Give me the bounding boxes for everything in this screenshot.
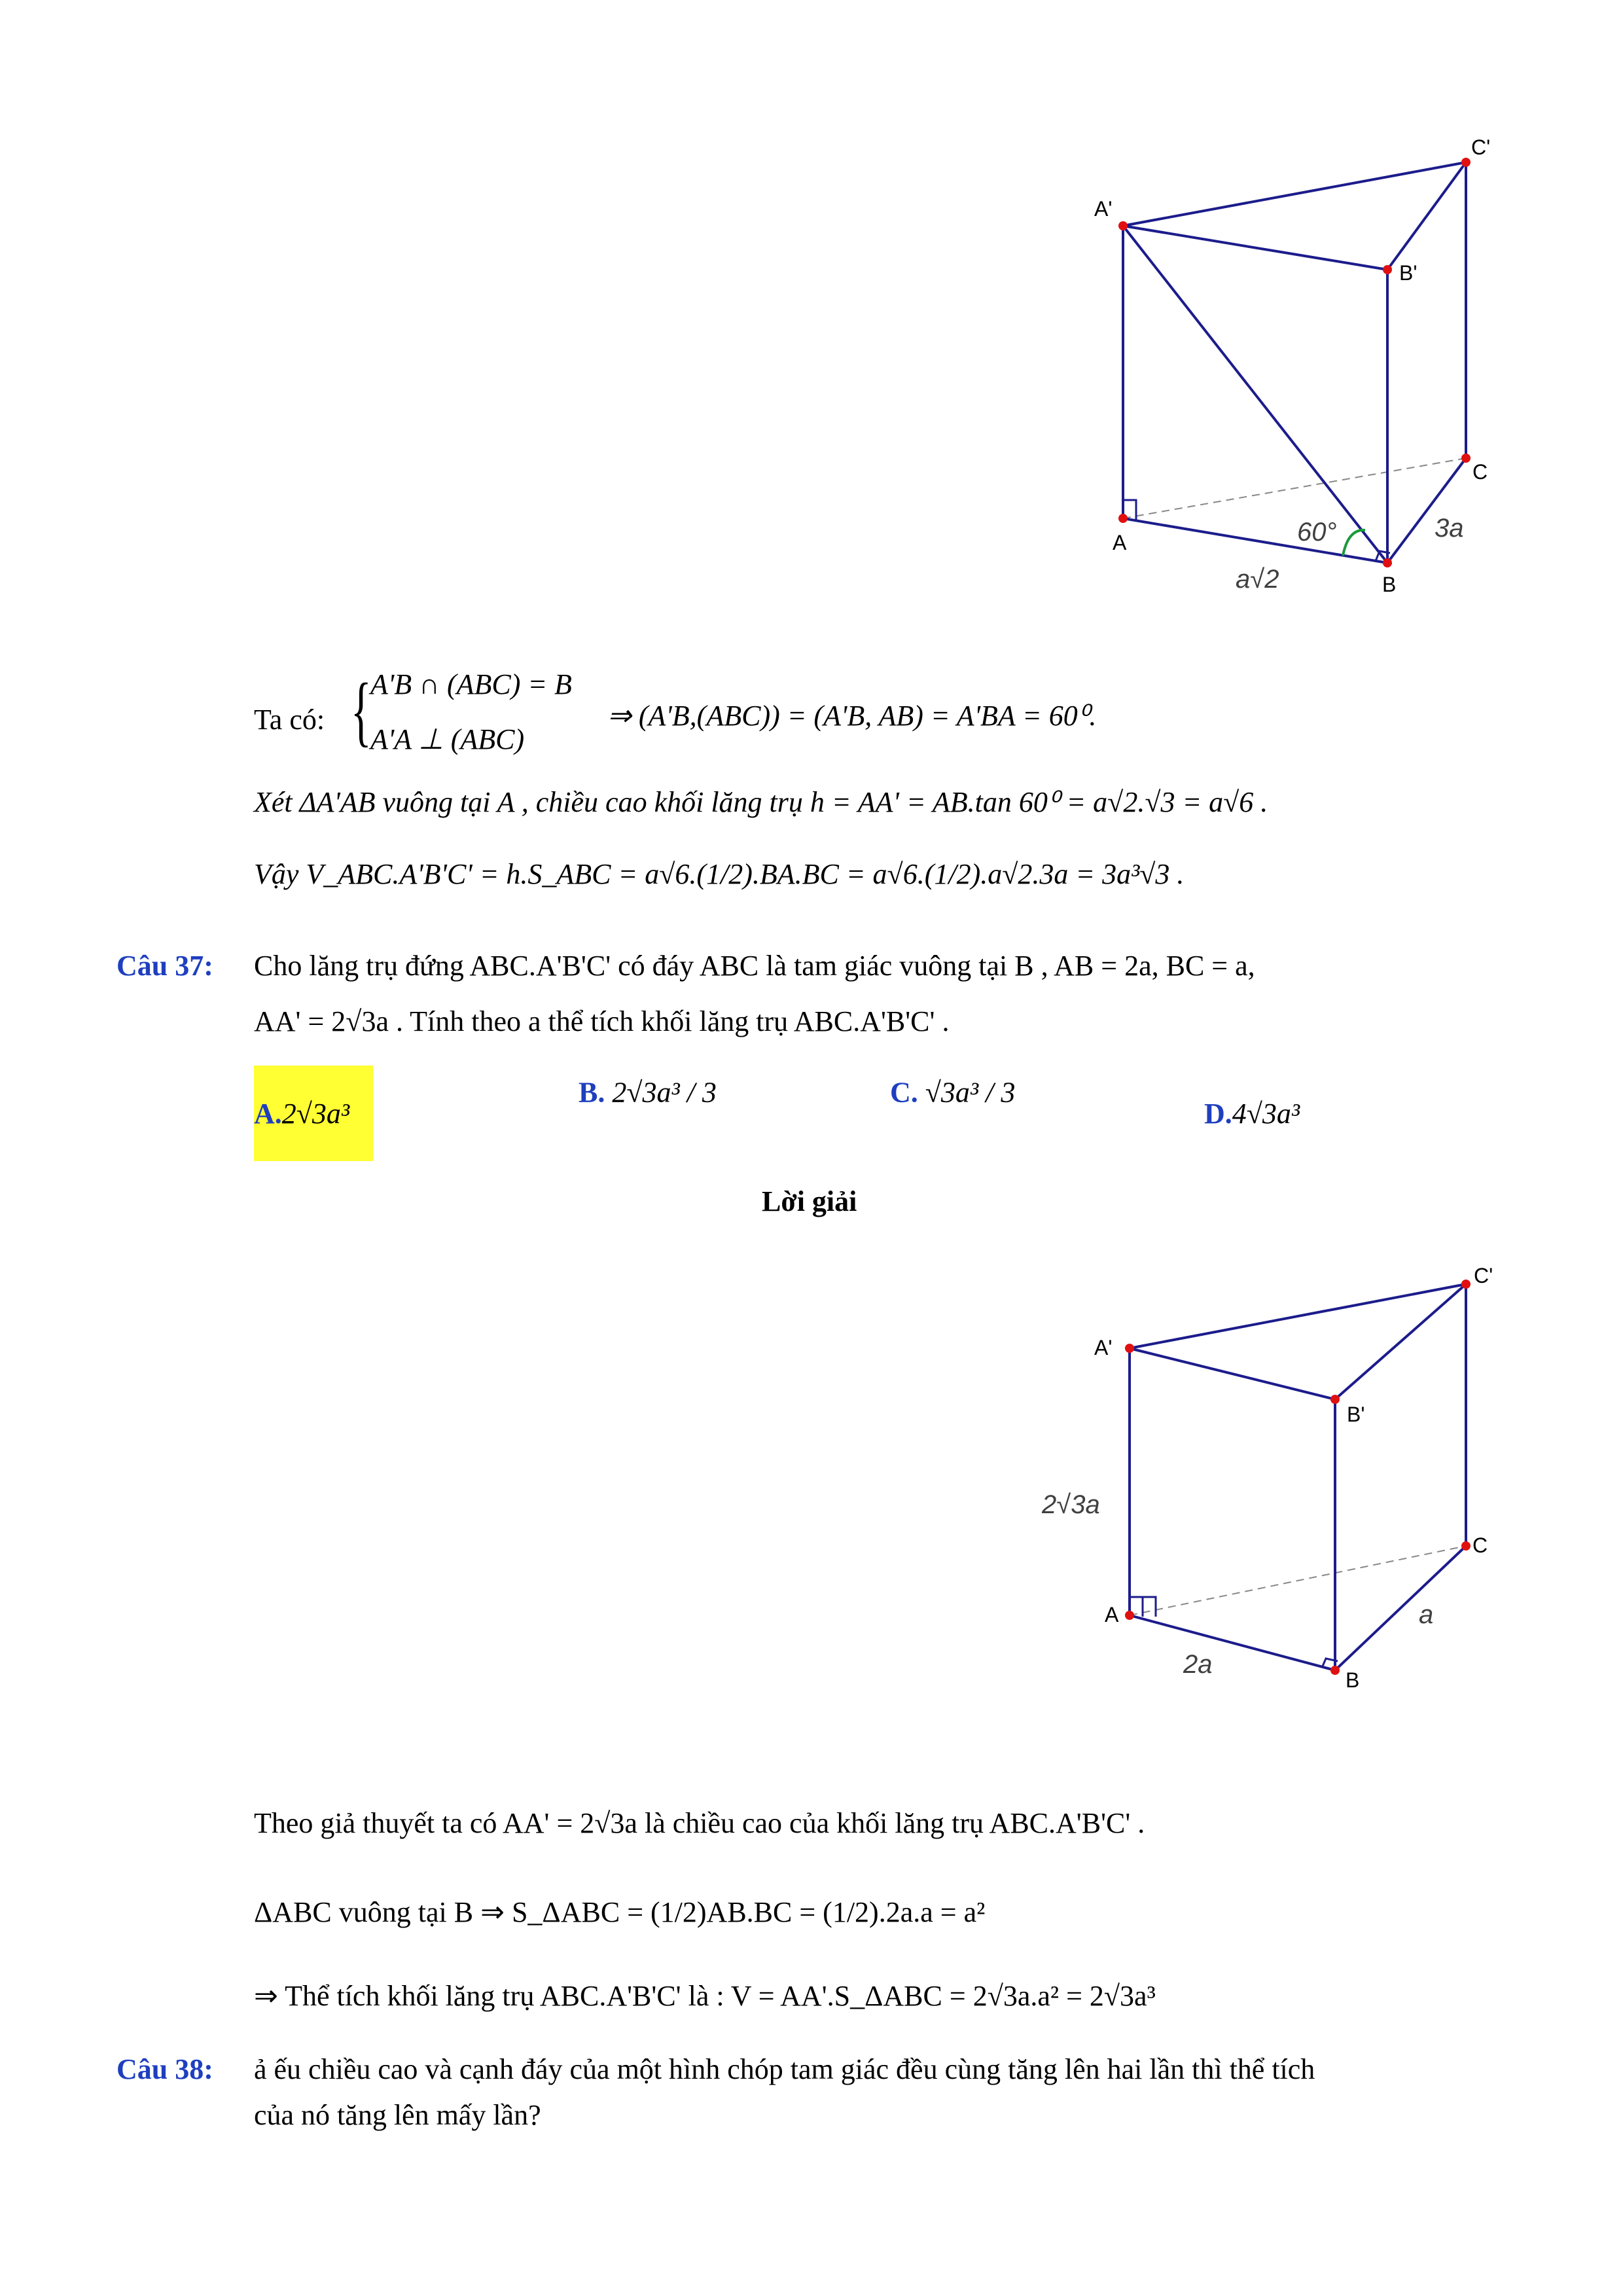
option-a-label: A. xyxy=(254,1098,282,1130)
q38-label: Câu 38: xyxy=(116,2053,213,2085)
label-c1: C' xyxy=(1471,135,1491,159)
angle-arc-60 xyxy=(1343,530,1365,556)
label-side-ab: a√2 xyxy=(1236,565,1279,594)
option-d-value: 4√3a³ xyxy=(1232,1098,1300,1130)
label-a: A xyxy=(1105,1603,1119,1626)
label-b1: B' xyxy=(1399,261,1418,285)
option-b-label: B. xyxy=(579,1076,605,1109)
sol36-line2: Xét ΔA'AB vuông tại A , chiều cao khối lăng trụ h = AA' = AB.tan 60⁰ = a√2.√3 = a√6 . xyxy=(254,786,1268,818)
q37-text1: Cho lăng trụ đứng ABC.A'B'C' có đáy ABC là tam giác vuông tại B , AB = 2a, BC = a, xyxy=(254,950,1255,982)
edge-ab xyxy=(1130,1615,1335,1670)
option-b-value: 2√3a³ / 3 xyxy=(612,1076,717,1109)
q37-label: Câu 37: xyxy=(116,950,213,982)
sol37-line3: ⇒ Thể tích khối lăng trụ ABC.A'B'C' là : V = AA'.S_ΔABC = 2√3a.a² = 2√3a³ xyxy=(254,1980,1156,2012)
figure-prism-2 xyxy=(1034,1250,1558,1721)
point-b1 xyxy=(1330,1395,1340,1404)
edge-a1b1 xyxy=(1123,226,1387,270)
sol36-line3: Vậy V_ABC.A'B'C' = h.S_ABC = a√6.(1/2).BA.BC = a√6.(1/2).a√2.3a = 3a³√3 . xyxy=(254,858,1185,890)
point-c1 xyxy=(1461,1280,1471,1289)
label-c1: C' xyxy=(1474,1264,1493,1287)
point-a xyxy=(1125,1611,1134,1620)
edge-ac-hidden xyxy=(1123,458,1466,518)
point-c xyxy=(1461,454,1471,463)
edge-ac-hidden xyxy=(1130,1546,1466,1615)
point-c xyxy=(1461,1541,1471,1551)
label-side-bc: 3a xyxy=(1435,514,1464,543)
label-b: B xyxy=(1346,1668,1360,1692)
edge-a1c1 xyxy=(1123,162,1466,226)
option-b[interactable] xyxy=(579,1073,717,1110)
sol37-line2: ΔABC vuông tại B ⇒ S_ΔABC = (1/2)AB.BC = (1/2).2a.a = a² xyxy=(254,1896,986,1928)
point-a1 xyxy=(1125,1344,1134,1353)
option-d[interactable] xyxy=(1204,1097,1300,1132)
option-c[interactable] xyxy=(890,1073,1015,1110)
label-side-bc: a xyxy=(1419,1600,1434,1629)
label-b1: B' xyxy=(1347,1403,1365,1426)
edge-bc xyxy=(1387,458,1466,563)
point-a xyxy=(1118,514,1128,523)
label-side-aa1: 2√3a xyxy=(1042,1490,1100,1519)
point-b1 xyxy=(1383,265,1392,274)
sol36-system-top: A'B ∩ (ABC) = B xyxy=(370,668,572,700)
point-c1 xyxy=(1461,158,1471,167)
label-side-ab: 2a xyxy=(1183,1650,1213,1679)
right-angle-a-2 xyxy=(1143,1597,1156,1617)
edge-a1b1 xyxy=(1130,1348,1335,1399)
option-c-value: √3a³ / 3 xyxy=(925,1076,1016,1109)
point-b xyxy=(1383,558,1392,567)
sol36-result: ⇒ (A'B,(ABC)) = (A'B, AB) = A'BA = 60⁰. xyxy=(607,700,1097,732)
sol37-line1: Theo giả thuyết ta có AA' = 2√3a là chiều cao của khối lăng trụ ABC.A'B'C' . xyxy=(254,1807,1145,1839)
sol36-system-bottom: A'A ⊥ (ABC) xyxy=(370,723,525,755)
solution-title: Lời giải xyxy=(762,1185,857,1217)
option-c-label: C. xyxy=(890,1076,918,1109)
edge-b1c1 xyxy=(1335,1284,1466,1399)
edge-b1c1 xyxy=(1387,162,1466,270)
edge-bc xyxy=(1335,1546,1466,1670)
figure-prism-1 xyxy=(1060,118,1558,615)
q37-text2: AA' = 2√3a . Tính theo a thể tích khối lăng trụ ABC.A'B'C' . xyxy=(254,1005,950,1037)
option-a[interactable] xyxy=(254,1097,349,1132)
point-a1 xyxy=(1118,221,1128,230)
label-a1: A' xyxy=(1094,197,1113,221)
sol36-prefix: Ta có: xyxy=(254,704,325,736)
label-c: C xyxy=(1472,460,1488,484)
sol36-brace: { xyxy=(351,667,372,754)
option-a-value: 2√3a³ xyxy=(281,1098,350,1130)
point-b xyxy=(1330,1666,1340,1675)
label-a1: A' xyxy=(1094,1336,1113,1359)
q38-text1: ả ếu chiều cao và cạnh đáy của một hình chóp tam giác đều cùng tăng lên hai lần thì thể tích xyxy=(254,2053,1315,2085)
label-angle-60: 60° xyxy=(1297,518,1337,547)
edge-a1c1 xyxy=(1130,1284,1466,1348)
label-c: C xyxy=(1472,1534,1488,1557)
option-d-label: D. xyxy=(1204,1098,1232,1130)
label-a: A xyxy=(1113,531,1127,554)
q38-text2: của nó tăng lên mấy lần? xyxy=(254,2099,541,2131)
label-b: B xyxy=(1382,573,1397,596)
edge-a1b xyxy=(1123,226,1387,563)
